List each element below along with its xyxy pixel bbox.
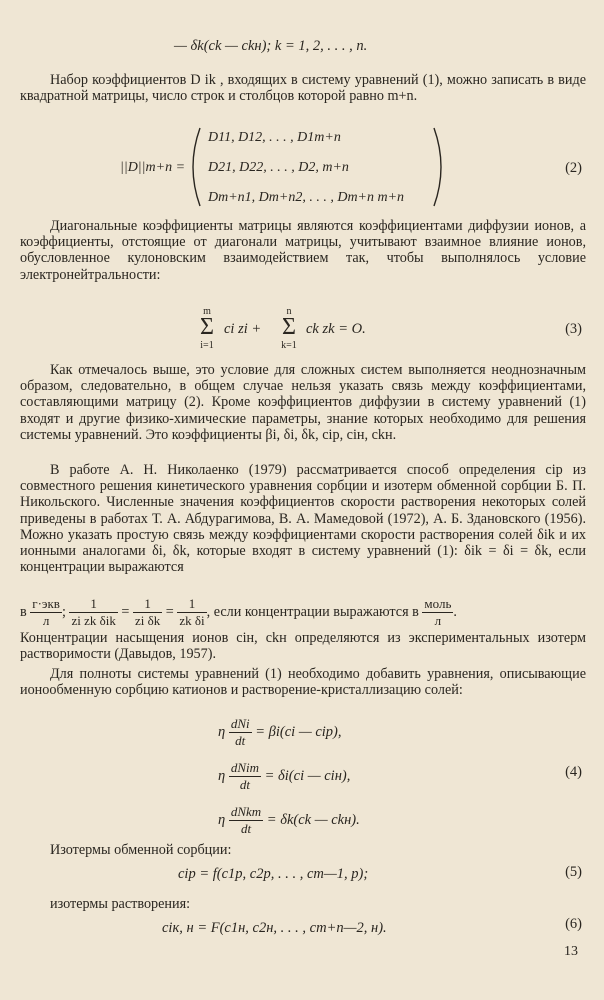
units-pre: в: [20, 603, 27, 620]
eq4-row-2: η $\frac{\text{dNiт}}{dt}$ = δi(ci — ciн),: [218, 760, 351, 792]
sum2-upper: n: [286, 306, 292, 317]
eq4-row-1: η $\frac{\text{dNi}}{dt}$ = βi(ci — cip),: [218, 716, 342, 748]
matrix-label: ||D||m+n =: [120, 160, 186, 175]
eq4-row-3: η $\frac{\text{dNkт}}{dt}$ = δk(ck — ckн).: [218, 804, 360, 836]
fraction-2: $\frac{1}{\text{zi δk}}$: [134, 596, 161, 629]
paragraph-diagonal: Диагональные коэффициенты матрицы являются коэффициентами диффузии ионов, а коэффициенты, отстоящие от диагонали матрицы, учитывают взаимное влияние ионов, обусловленное кулоновским взаимодействием так, чтобы выполнялось условие электронейтральности:: [20, 218, 586, 283]
sum1-lower: i=1: [200, 340, 214, 351]
units-line: в $\frac{\text{г·экв}}{л}$ ; $\frac{1}{\text{zi zk δik}}$ = $\frac{1}{\text{zi δk}}$ = $\frac{1}{\text{zk δi}}$ , если концентрации выражаются в $\frac{\text{моль}}{л}$ .: [20, 596, 457, 629]
paragraph-nikolaenko: В работе А. Н. Николаенко (1979) рассматривается способ определения cip из совместного решения кинетического уравнения сорбции и изотерм обменной сорбции Б. П. Никольского. Численные значения коэффициентов скорости растворения некоторых солей приведены в работах Т. А. Абдурагимова, В. А. Мамедовой (1972), А. Б. Здановского (1956). Можно указать простую связь между коэффициентами скорости растворения солей δik и их ионными аналогами δi, δk, которые входят в систему уравнений (1): δik = δi = δk, если концентрации выражаются: [20, 462, 586, 576]
equation-number-3: (3): [565, 321, 582, 337]
paragraph-saturation: Концентрации насыщения ионов ciн, ckн определяются из экспериментальных изотерм растворимости (Давыдов, 1957).: [20, 630, 586, 663]
units-mid: , если концентрации выражаются в: [206, 603, 419, 620]
equation-number-2: (2): [565, 160, 582, 176]
equation-number-6: (6): [565, 916, 582, 932]
unit-fraction-1: $\frac{\text{г·экв}}{л}$: [32, 596, 60, 629]
paragraph-completeness: Для полноты системы уравнений (1) необходимо добавить уравнения, описывающие ионообменную сорбцию катионов и растворение-кристаллизацию солей:: [20, 666, 586, 699]
equation-5: cip = f(c1p, c2p, . . . , cm—1, p);: [178, 866, 369, 882]
unit-fraction-2: $\frac{\text{моль}}{л}$: [424, 596, 452, 629]
eq3-term1: ci zi +: [224, 321, 262, 337]
equation-6: ciк, н = F(c1н, c2н, . . . , cm+n—2, н).: [162, 920, 387, 936]
matrix-row-2: D21, D22, . . . , D2, m+n: [208, 160, 349, 175]
paragraph-as-noted: Как отмечалось выше, это условие для сложных систем выполняется неоднозначным образом, следовательно, в общем случае нельзя указать связь между коэффициентами, составляющими матрицу (2). Кроме коэффициентов диффузии в систему уравнений (1) входят и другие физико-химические параметры, знание которых необходимо для решения системы уравнений. Это коэффициенты βi, δi, δk, cip, ciн, ckн.: [20, 362, 586, 443]
label-dissolution-isotherms: изотермы растворения:: [50, 896, 191, 912]
sum1-sigma-icon: Σ: [200, 314, 214, 340]
eq3-term2: ck zk = O.: [306, 321, 366, 337]
paragraph-matrix-intro: Набор коэффициентов D ik , входящих в систему уравнений (1), можно записать в виде квадратной матрицы, число строк и столбцов которой равно m+n.: [20, 72, 586, 105]
matrix-row-3: Dm+n1, Dm+n2, . . . , Dm+n m+n: [208, 190, 405, 205]
top-equation: — δk(ck — ckн); k = 1, 2, . . . , n.: [174, 38, 368, 54]
fraction-3: $\frac{1}{\text{zk δi}}$: [179, 596, 205, 629]
sum1-upper: m: [203, 306, 211, 317]
right-paren: [434, 128, 441, 206]
matrix-row-1: D11, D12, . . . , D1m+n: [208, 130, 341, 145]
matrix-block: [120, 128, 464, 208]
fraction-1: $\frac{1}{\text{zi zk δik}}$: [71, 596, 116, 629]
left-paren: [193, 128, 200, 206]
equation-number-4: (4): [565, 764, 582, 780]
equation-number-5: (5): [565, 864, 582, 880]
label-exchange-isotherms: Изотермы обменной сорбции:: [50, 842, 232, 858]
sum2-sigma-icon: Σ: [282, 314, 296, 340]
page-number: 13: [564, 944, 578, 959]
sum2-lower: k=1: [281, 340, 297, 351]
